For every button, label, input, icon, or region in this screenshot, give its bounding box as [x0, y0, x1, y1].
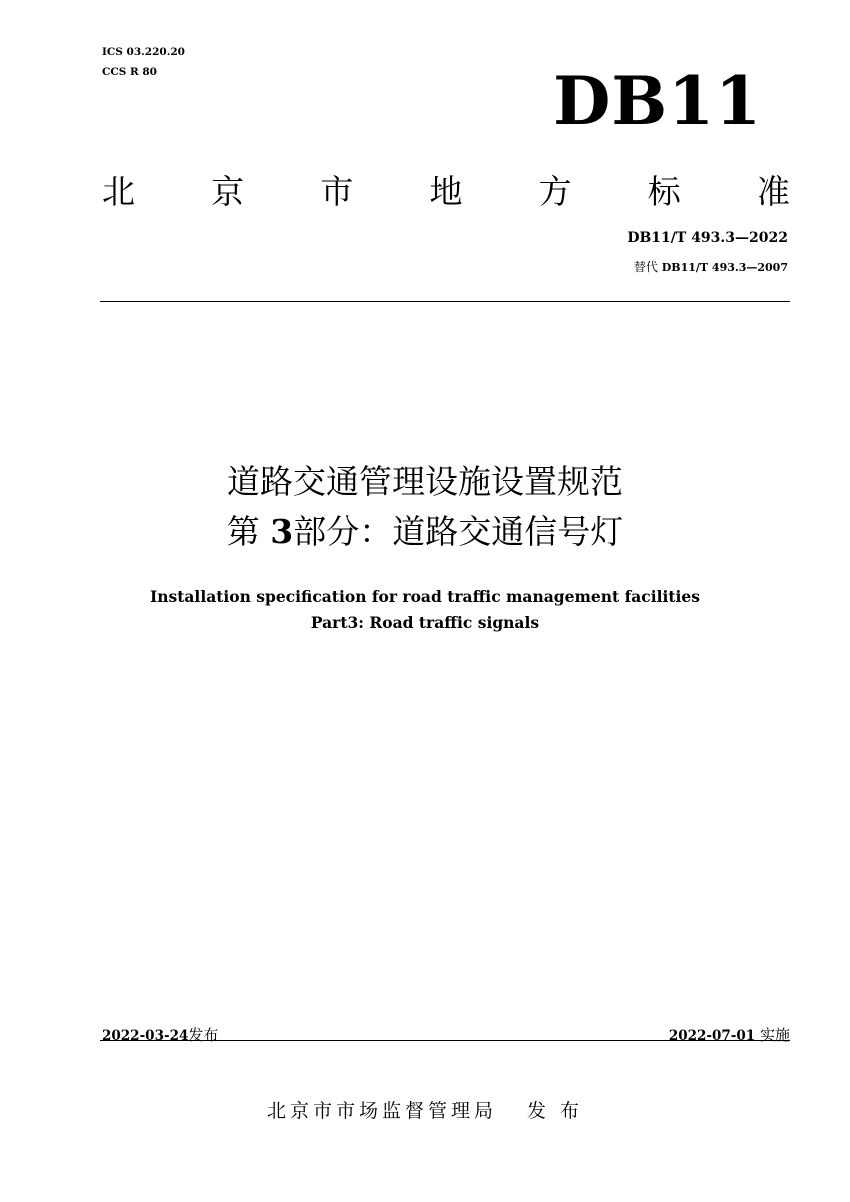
- implement-label: 实施: [759, 1026, 790, 1044]
- standard-logo: DB11: [553, 62, 762, 140]
- standard-type-char: 北: [102, 172, 135, 211]
- standard-type-char: 标: [647, 172, 681, 211]
- publish-label: 发布: [188, 1026, 219, 1044]
- standard-number: DB11/T 493.3—2022: [627, 230, 788, 246]
- standard-type-char: 市: [320, 172, 354, 211]
- publish-date-line: [102, 1024, 218, 1045]
- chinese-title-line1: 道路交通管理设施设置规范: [227, 462, 623, 501]
- implement-date: 2022-07-01: [668, 1028, 756, 1044]
- english-title-line1: Installation specification for road traffic management facilities: [149, 587, 701, 606]
- standard-type-char: 方: [538, 172, 572, 211]
- replaces-line: [634, 258, 788, 275]
- header-divider: [100, 301, 790, 302]
- issuer-action: 发 布: [526, 1100, 584, 1122]
- standard-type-char: 准: [756, 172, 790, 211]
- english-title-line2: Part3: Road traffic signals: [310, 613, 540, 632]
- publish-date: 2022-03-24: [102, 1028, 189, 1044]
- chinese-title-line2: [0, 508, 850, 556]
- issuer-name: 北京市市场监督管理局: [266, 1100, 497, 1122]
- implement-date-line: [669, 1024, 790, 1045]
- ics-code: ICS 03.220.20: [102, 46, 185, 58]
- part-prefix: 第: [226, 512, 260, 551]
- standard-type-heading: [102, 166, 790, 213]
- footer-divider: [100, 1040, 790, 1041]
- standard-type-char: 京: [211, 172, 245, 211]
- ccs-code: CCS R 80: [102, 66, 157, 78]
- replaces-label: 替代: [633, 260, 658, 274]
- part-title: 部分：道路交通信号灯: [293, 512, 624, 551]
- standard-type-char: 地: [429, 172, 463, 211]
- replaced-standard-number: DB11/T 493.3—2007: [661, 261, 788, 274]
- part-number: 3: [270, 512, 294, 551]
- issuing-authority: [0, 1096, 850, 1123]
- classification-codes: [102, 42, 185, 82]
